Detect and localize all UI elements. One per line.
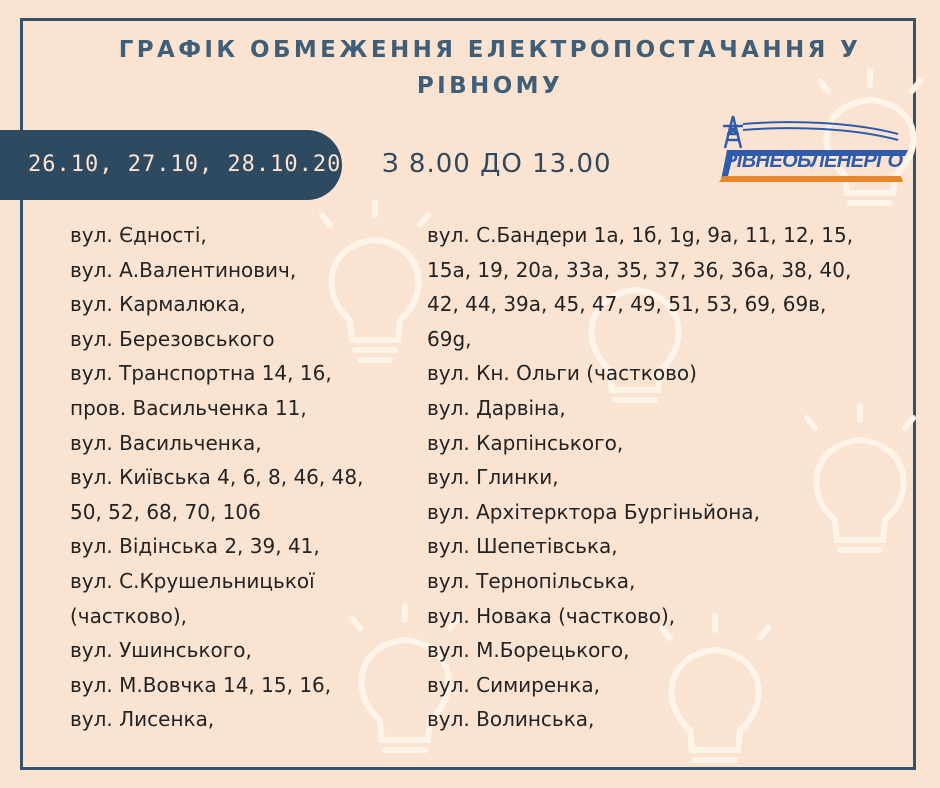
page-title — [90, 32, 890, 104]
street-item: вул. Транспортна 14, 16, — [70, 361, 332, 386]
street-item: вул. Васильченка, — [70, 430, 262, 455]
power-tower-icon — [723, 116, 743, 148]
street-item: вул. Київська 4, 6, 8, 46, 48, — [70, 465, 364, 490]
street-item: 50, 52, 68, 70, 106 — [70, 499, 261, 524]
street-item: вул. Архітерктора Бургіньйона, — [427, 499, 760, 524]
street-item: вул. Кн. Ольги (частково) — [427, 361, 697, 386]
street-item: вул. Новака (частково), — [427, 603, 676, 628]
street-item: вул. М.Борецького, — [427, 638, 630, 663]
street-item: (частково), — [70, 603, 188, 628]
street-item: 69g, — [427, 326, 472, 351]
street-item: вул. Карпінського, — [427, 430, 624, 455]
street-item: вул. Глинки, — [427, 465, 559, 490]
time-range-label: З 8.00 ДО 13.00 — [382, 149, 612, 179]
street-item: вул. Кармалюка, — [70, 292, 246, 317]
street-item: вул. Ушинського, — [70, 638, 252, 663]
street-item: 15а, 19, 20а, 33а, 35, 37, 36, 36а, 38, 40, — [427, 257, 852, 282]
street-item: вул. С.Бандери 1а, 1б, 1g, 9а, 11, 12, 15, — [427, 223, 854, 247]
street-item: вул. Тернопільська, — [427, 568, 636, 593]
street-item: вул. Березовського — [70, 326, 275, 351]
page-title-line2: РІВНОМУ — [416, 73, 564, 99]
street-item: вул. С.Крушельницької — [70, 568, 315, 593]
company-logo-text: РІВНЕОБЛЕНЕРГО — [724, 150, 903, 172]
street-item: вул. Волинська, — [427, 707, 595, 732]
street-item: вул. Відінська 2, 39, 41, — [70, 534, 320, 559]
streets-right-list — [427, 218, 853, 737]
street-item: вул. Симиренка, — [427, 672, 600, 697]
street-item: вул. Єдності, — [70, 223, 207, 247]
street-item: вул. Шепетівська, — [427, 534, 618, 559]
page-title-line1: ГРАФІК ОБМЕЖЕННЯ ЕЛЕКТРОПОСТАЧАННЯ У — [118, 37, 862, 63]
street-item: вул. Лисенка, — [70, 707, 215, 732]
streets-left-list — [70, 218, 363, 737]
street-item: вул. А.Валентинович, — [70, 257, 297, 282]
street-item: вул. Дарвіна, — [427, 395, 566, 420]
dates-label: 26.10, 27.10, 28.10.2022 — [28, 152, 370, 177]
street-item: 42, 44, 39а, 45, 47, 49, 51, 53, 69, 69в, — [427, 292, 827, 317]
street-item: вул. М.Вовчка 14, 15, 16, — [70, 672, 332, 697]
street-item: пров. Васильченка 11, — [70, 395, 307, 420]
